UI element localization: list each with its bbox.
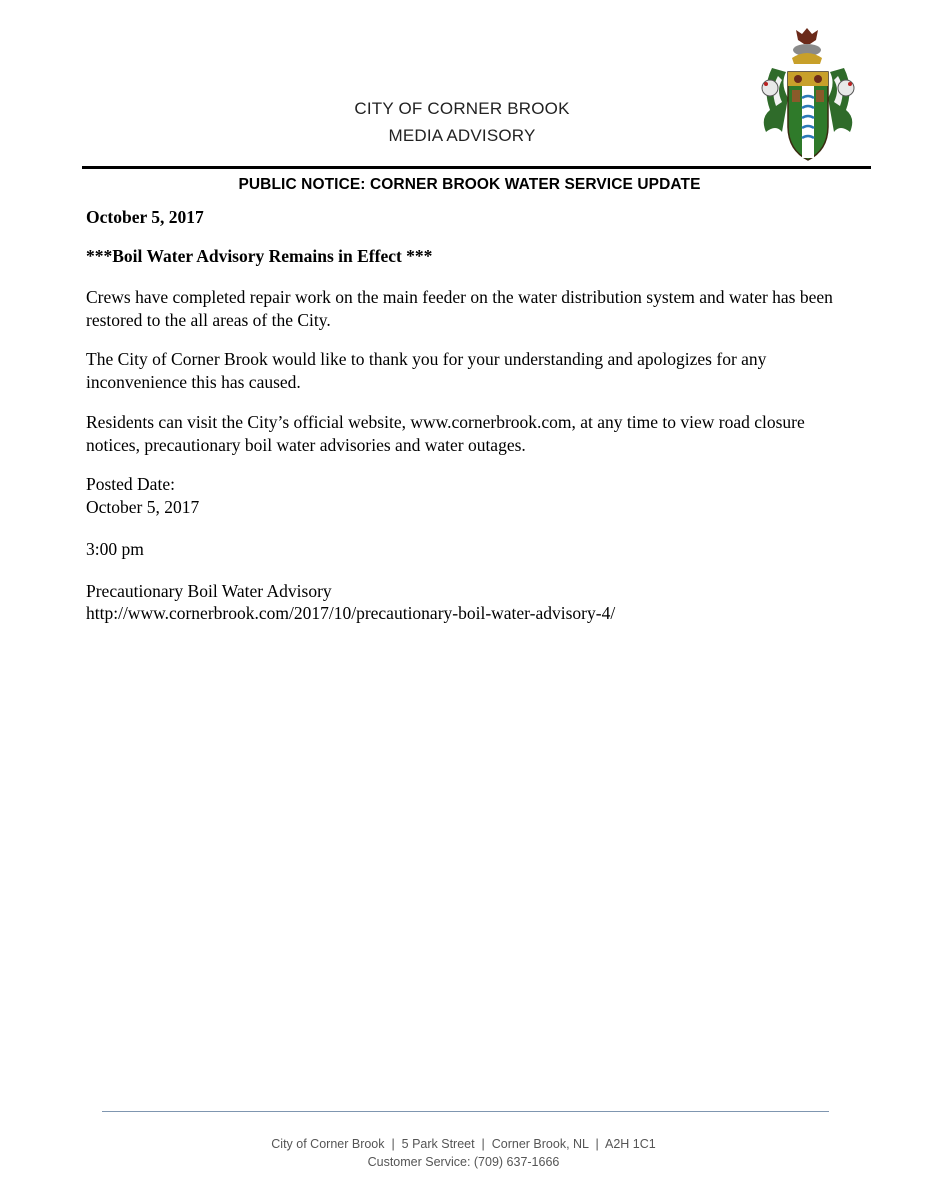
notice-title: PUBLIC NOTICE: CORNER BROOK WATER SERVICE UPDATE (238, 176, 701, 193)
posted-date-label: Posted Date: (86, 474, 175, 494)
advisory-link[interactable]: http://www.cornerbrook.com/2017/10/precautionary-boil-water-advisory-4/ (86, 603, 616, 623)
paragraph-thanks: The City of Corner Brook would like to thank you for your understanding and apologizes for any inconvenience this has caused. (86, 349, 767, 392)
paragraph-website: Residents can visit the City’s official website, www.cornerbrook.com, at any time to view road closure notices, precautionary boil water advisories and water outages. (86, 412, 805, 455)
link-title: Precautionary Boil Water Advisory (86, 581, 332, 601)
advisory-date: October 5, 2017 (86, 207, 204, 227)
coat-of-arms-icon (752, 28, 864, 163)
header-city-name: CITY OF CORNER BROOK (354, 99, 570, 118)
footer-customer-service: Customer Service: (709) 637-1666 (367, 1155, 560, 1169)
header-divider (82, 166, 871, 169)
footer-divider (102, 1111, 829, 1112)
paragraph-repair: Crews have completed repair work on the main feeder on the water distribution system and water has been restored to the all areas of the City. (86, 287, 833, 330)
header-media-advisory: MEDIA ADVISORY (388, 126, 536, 145)
posted-time: 3:00 pm (86, 539, 144, 559)
footer-address: City of Corner Brook | 5 Park Street | Corner Brook, NL | A2H 1C1 (271, 1137, 656, 1151)
posted-date: October 5, 2017 (86, 497, 200, 517)
advisory-headline: ***Boil Water Advisory Remains in Effect *** (86, 246, 433, 266)
